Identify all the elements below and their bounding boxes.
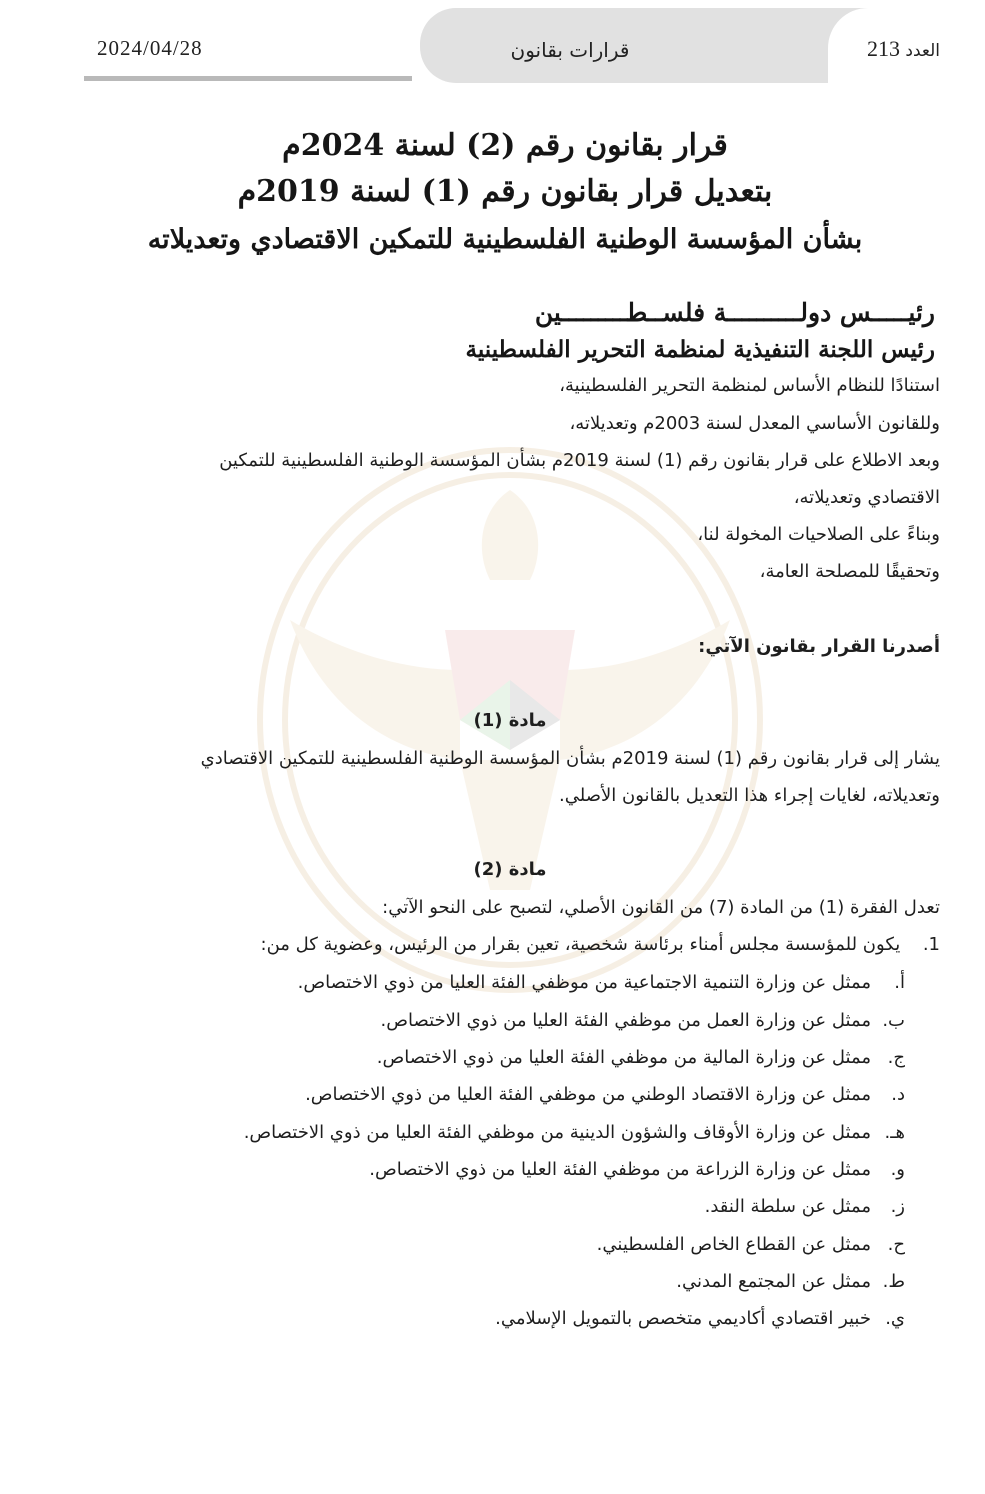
preamble-line: وبعد الاطلاع على قرار بقانون رقم (1) لسنة 2019م بشأن المؤسسة الوطنية الفلسطينية للتمكين — [219, 450, 940, 471]
preamble-line: وتحقيقًا للمصلحة العامة، — [759, 561, 940, 582]
president-title: رئيـــــس دولــــــــــة فلســطـــــــــين — [534, 298, 935, 327]
decree-title-line-1: قرار بقانون رقم (2) لسنة 2024م — [282, 128, 728, 163]
plo-chairman-title: رئيس اللجنة التنفيذية لمنظمة التحرير الفلسطينية — [465, 336, 935, 363]
list-item — [298, 972, 905, 993]
list-item — [244, 1122, 905, 1143]
list-item-letter: ي. — [885, 1308, 905, 1329]
list-item-text: ممثل عن وزارة الاقتصاد الوطني من موظفي الفئة العليا من ذوي الاختصاص. — [305, 1084, 871, 1105]
eagle-emblem-watermark — [230, 420, 790, 1060]
list-item-text: ممثل عن وزارة العمل من موظفي الفئة العليا من ذوي الاختصاص. — [380, 1010, 871, 1031]
preamble-line: الاقتصادي وتعديلاته، — [793, 487, 940, 508]
list-item-text: ممثل عن القطاع الخاص الفلسطيني. — [596, 1234, 871, 1255]
list-item-text: ممثل عن وزارة الأوقاف والشؤون الدينية من موظفي الفئة العليا من ذوي الاختصاص. — [243, 1122, 871, 1143]
article-2-intro: تعدل الفقرة (1) من المادة (7) من القانون الأصلي، لتصبح على النحو الآتي: — [382, 897, 940, 918]
list-item-letter: ج. — [887, 1047, 905, 1068]
decree-title-line-3: بشأن المؤسسة الوطنية الفلسطينية للتمكين الاقتصادي وتعديلاته — [147, 224, 863, 255]
list-item — [381, 1010, 905, 1031]
section-title: قرارات بقانون — [510, 38, 630, 62]
list-item — [377, 1047, 905, 1068]
preamble-line: استنادًا للنظام الأساس لمنظمة التحرير الفلسطينية، — [559, 375, 940, 396]
list-item-letter: و. — [890, 1159, 905, 1180]
list-item-text: ممثل عن وزارة الزراعة من موظفي الفئة العليا من ذوي الاختصاص. — [369, 1159, 871, 1180]
preamble-line: وللقانون الأساسي المعدل لسنة 2003م وتعديلاته، — [569, 413, 940, 434]
issue-word: العدد — [905, 41, 940, 61]
decree-title-line-2: بتعديل قرار بقانون رقم (1) لسنة 2019م — [237, 174, 773, 209]
list-item-text: ممثل عن وزارة التنمية الاجتماعية من موظفي الفئة العليا من ذوي الاختصاص. — [297, 972, 871, 993]
article-1-line: وتعديلاته، لغايات إجراء هذا التعديل بالقانون الأصلي. — [559, 785, 940, 806]
issued-statement: أصدرنا القرار بقانون الآتي: — [698, 636, 940, 657]
publication-date: 2024/04/28 — [97, 36, 203, 60]
issue-label — [838, 36, 940, 62]
issue-number: 213 — [866, 36, 900, 61]
list-item-letter: ح. — [887, 1234, 905, 1255]
article-2-point — [261, 934, 941, 955]
list-item-letter: هـ. — [884, 1122, 905, 1143]
list-item-letter: ب. — [882, 1010, 905, 1031]
article-2-heading: مادة (2) — [473, 859, 547, 880]
date-underline — [84, 76, 412, 81]
article-1-line: يشار إلى قرار بقانون رقم (1) لسنة 2019م بشأن المؤسسة الوطنية الفلسطينية للتمكين الاقتصادي — [200, 748, 940, 769]
list-item-letter: ز. — [890, 1196, 905, 1217]
list-item-letter: د. — [891, 1084, 905, 1105]
list-item — [676, 1271, 905, 1292]
list-item-letter: ط. — [882, 1271, 905, 1292]
preamble-line: وبناءً على الصلاحيات المخولة لنا، — [697, 524, 940, 545]
list-item — [597, 1234, 905, 1255]
list-item — [705, 1196, 905, 1217]
page-header — [0, 0, 985, 100]
list-item-text: ممثل عن سلطة النقد. — [704, 1196, 871, 1217]
list-item — [305, 1084, 905, 1105]
list-item-letter: أ. — [894, 972, 905, 993]
list-item — [495, 1308, 905, 1329]
list-item — [369, 1159, 905, 1180]
list-item-text: خبير اقتصادي أكاديمي متخصص بالتمويل الإسلامي. — [495, 1308, 871, 1329]
article-1-heading: مادة (1) — [473, 710, 547, 731]
point-number: 1. — [922, 934, 940, 955]
list-item-text: ممثل عن وزارة المالية من موظفي الفئة العليا من ذوي الاختصاص. — [376, 1047, 871, 1068]
list-item-text: ممثل عن المجتمع المدني. — [676, 1271, 871, 1292]
point-text: يكون للمؤسسة مجلس أمناء برئاسة شخصية، تعين بقرار من الرئيس، وعضوية كل من: — [260, 934, 901, 955]
